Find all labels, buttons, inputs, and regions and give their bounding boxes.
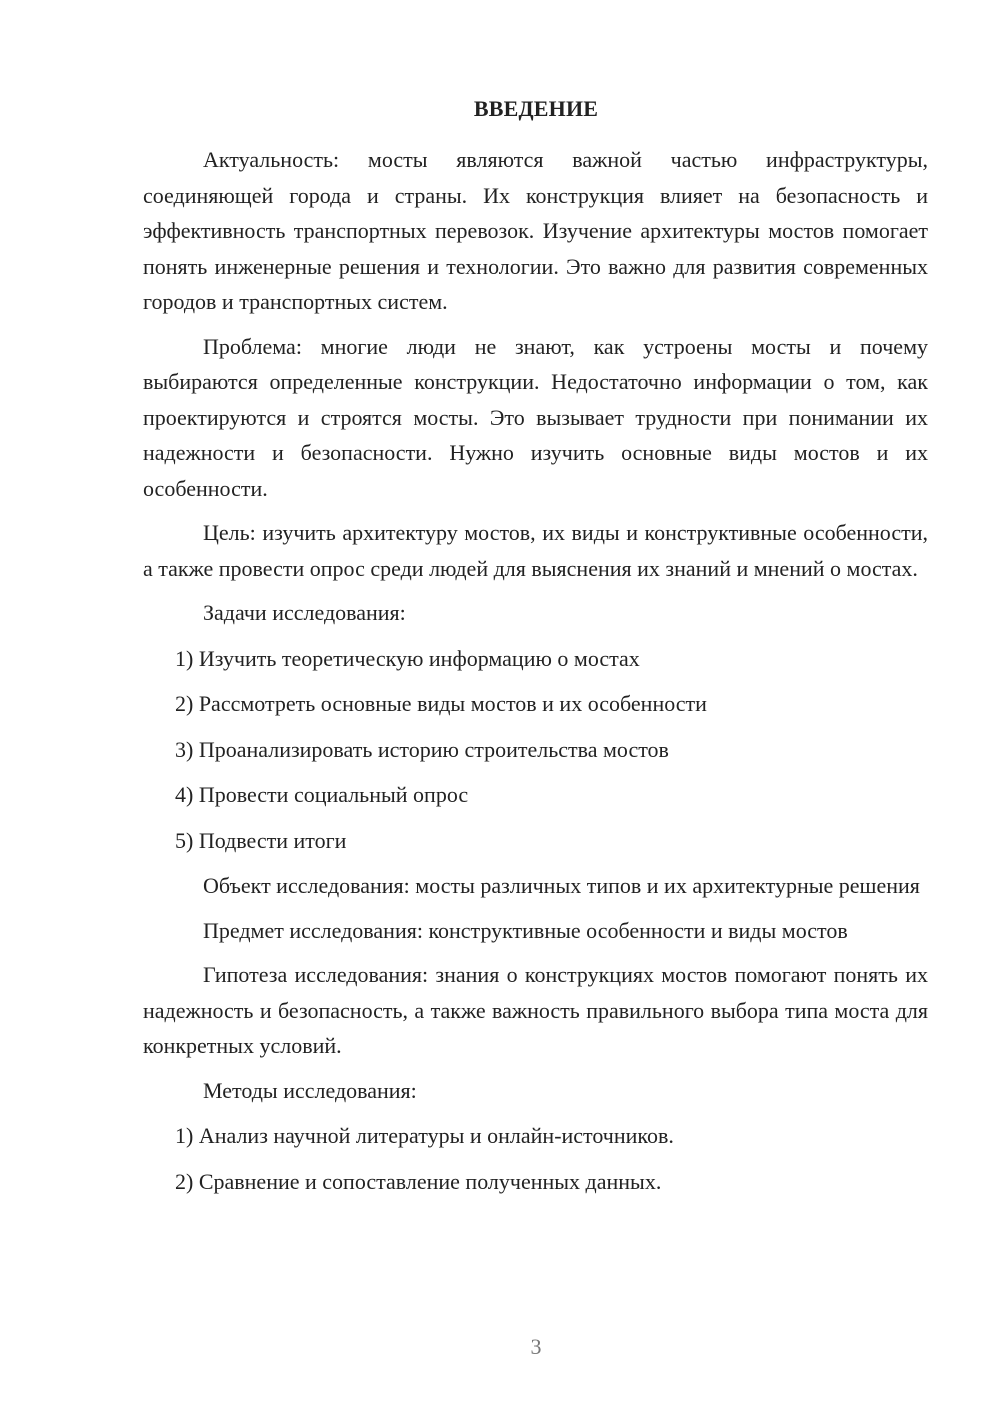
- task-item-1: 1) Изучить теоретическую информацию о мостах: [175, 645, 640, 671]
- subject-paragraph: Предмет исследования: конструктивные особенности и виды мостов: [203, 917, 848, 943]
- task-item-2: 2) Рассмотреть основные виды мостов и их особенности: [175, 691, 707, 716]
- document-body: [143, 142, 928, 1209]
- task-item-3: 3) Проанализировать историю строительства мостов: [175, 736, 669, 762]
- task-item-5: 5) Подвести итоги: [175, 827, 347, 853]
- relevance-paragraph: Актуальность: мосты являются важной частью инфраструктуры, соединяющей города и страны. Их конструкция влияет на безопасность и эффективность транспортных перевозок. Изучение архитектуры мостов помогает понять инженерные решения и технологии. Это важно для развития современных городов и транспортных систем.: [143, 147, 928, 314]
- task-item-4: 4) Провести социальный опрос: [175, 782, 469, 807]
- hypothesis-paragraph: Гипотеза исследования: знания о конструкциях мостов помогают понять их надежность и безопасность, а также важность правильного выбора типа моста для конкретных условий.: [143, 962, 928, 1058]
- page-number: 3: [530, 1334, 542, 1359]
- page-title: ВВЕДЕНИЕ: [473, 96, 599, 121]
- method-item-2: 2) Сравнение и сопоставление полученных данных.: [175, 1168, 662, 1194]
- goal-paragraph: Цель: изучить архитектуру мостов, их виды и конструктивные особенности, а также провести опрос среди людей для выяснения их знаний и мнений о мостах.: [143, 520, 928, 581]
- methods-heading: Методы исследования:: [203, 1077, 417, 1103]
- tasks-heading: Задачи исследования:: [203, 600, 406, 625]
- object-paragraph: Объект исследования: мосты различных типов и их архитектурные решения: [203, 873, 920, 898]
- method-item-1: 1) Анализ научной литературы и онлайн-источников.: [175, 1123, 674, 1148]
- problem-paragraph: Проблема: многие люди не знают, как устроены мосты и почему выбираются определенные конструкции. Недостаточно информации о том, как проектируются и строятся мосты. Это вызывает трудности при понимании их надежности и безопасности. Нужно изучить основные виды мостов и их особенности.: [143, 333, 928, 501]
